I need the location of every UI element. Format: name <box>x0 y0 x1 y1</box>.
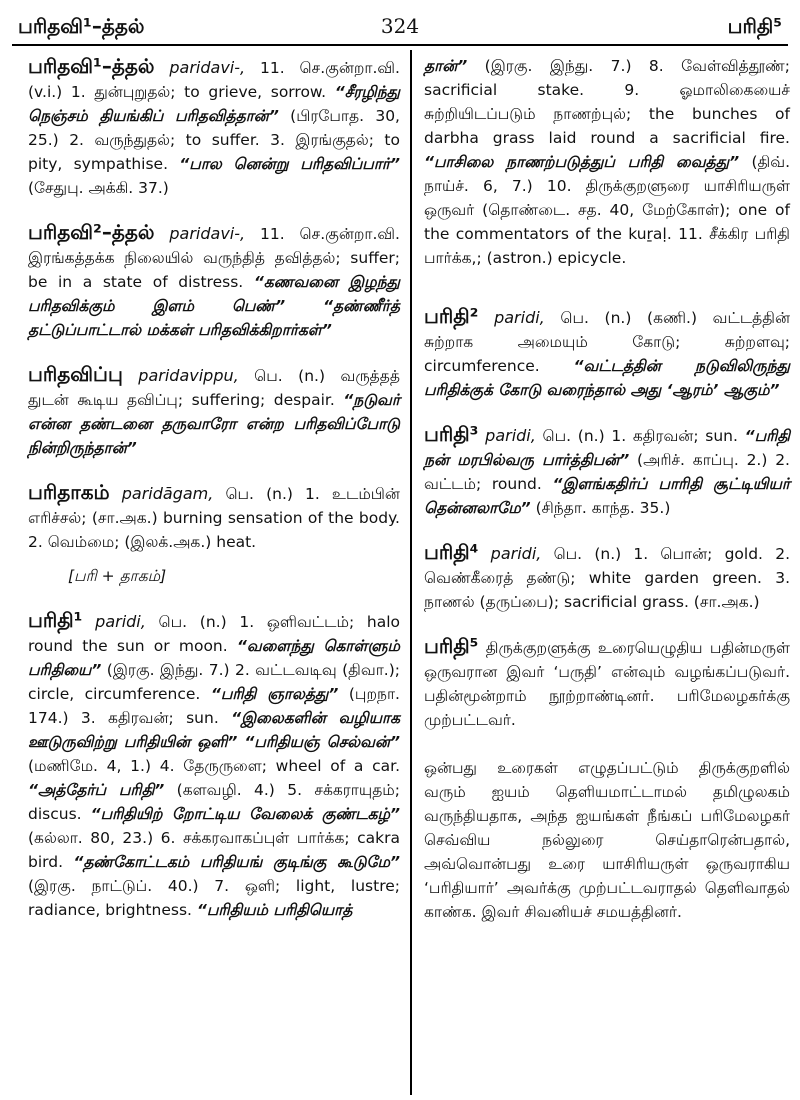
transliteration: paridi, <box>95 612 146 631</box>
example-quote: “அத்தேர்ப் பரிதி” <box>28 781 165 799</box>
transliteration: paridi, <box>490 544 542 563</box>
definition: 2. வருந்துதல்; to suffer. 3. இரங்குதல்; to pity, sympathise. <box>28 131 400 173</box>
example-quote: “பாசிலை நாணற்படுத்துப் பரிதி வைத்து” <box>424 153 740 171</box>
example-quote: “பரிதி ஞாலத்து” <box>210 685 339 703</box>
headword: பரிதி¹ <box>28 608 83 632</box>
definition: (மணிமே. 4, 1.) 4. தேருருளை; wheel of a car. <box>28 757 400 775</box>
definition: 1. உடம்பின் எரிச்சல்; (சா.அக.) burning sensation of the body. 2. வெம்மை; (இலக்.அக.) heat. <box>28 485 400 551</box>
headword: பரிதி⁴ <box>424 540 479 564</box>
transliteration: paridi, <box>494 308 545 327</box>
transliteration: paridavi-, <box>169 224 246 243</box>
citation: (சிந்தா. காந்த. 35.) <box>535 499 671 517</box>
transliteration: paridavippu, <box>138 366 239 385</box>
definition: (இரகு. நாட்டுப். 40.) 7. ஒளி; light, lustre; radiance, brightness. <box>28 877 400 919</box>
grammar-label: பெ. (n.) <box>225 485 293 503</box>
headword: பரிதி⁵ <box>424 634 479 658</box>
definition: 1. ஒளிவட்டம்; halo round the sun or moon. <box>28 613 400 655</box>
example-quote: “பரிதியம் பரிதியொத் <box>196 901 353 919</box>
definition: 1. துன்புறுதல்; to grieve, sorrow. <box>70 83 327 101</box>
example-quote: தான்” <box>424 57 468 75</box>
definition: (களவழி. 4.) 5. சக்கராயுதம்; discus. <box>28 781 400 823</box>
headword: பரிதி³ <box>424 422 479 446</box>
dictionary-entry <box>424 634 790 732</box>
transliteration: paridavi-, <box>169 58 246 77</box>
header-guide-word-left: பரிதவி¹–த்தல் <box>18 14 145 38</box>
headword: பரிதவி²–த்தல் <box>28 220 155 244</box>
headword: பரிதவி¹–த்தல் <box>28 54 155 78</box>
definition: 1. கதிரவன்; sun. <box>611 427 738 445</box>
citation: (பிரபோத. 30, 25.) <box>28 107 400 149</box>
running-header <box>0 8 800 42</box>
definition: திருக்குறளுக்கு உரையெழுதிய பதின்மருள் ஒருவரான இவர் ‘பருதி’ என்வும் வழங்கப்படுவர். பதின்மூன்றாம் நூற்றாண்டினர். பரிமேலழகர்க்கு முற்பட்டவர். <box>424 639 790 729</box>
etymology: [பரி + தாகம்] <box>68 567 167 585</box>
definition: (அரிச். காப்பு. 2.) 2. வட்டம்; round. <box>424 451 790 493</box>
definition: (கல்லா. 80, 23.) 6. சக்கரவாகப்புள் பார்க்க; cakra bird. <box>28 829 400 871</box>
headword: பரிதவிப்பு <box>28 362 123 386</box>
grammar-label: பெ. (n.) <box>254 367 326 385</box>
headword: பரிதாகம் <box>28 480 110 504</box>
grammar-label: பெ. (n.) <box>542 427 605 445</box>
example-quote: “வட்டத்தின் நடுவிலிருந்து பரிதிக்குக் கோடு வரைந்தால் அது ‘ஆரம்’ ஆகும்” <box>424 357 790 399</box>
header-rule <box>12 44 788 46</box>
definition: 1. பொன்; gold. 2. வெண்கீரைத் தண்டு; white garden green. 3. நாணல் (தருப்பை); sacrificial grass. (சா.அக.) <box>424 545 790 611</box>
example-quote: “கணவனை இழந்து பரிதவிக்கும் இளம் பெண்” “தண்ணீர்த் தட்டுப்பாட்டால் மக்கள் பரிதவிக்கிறார்கள்” <box>28 273 400 339</box>
example-quote: “வளைந்து கொள்ளும் பரிதியை” <box>28 637 400 679</box>
example-quote: “பால னென்று பரிதவிப்பார்” <box>179 155 400 173</box>
example-quote: “பரிதியிற் றோட்டிய வேலைக் குண்டகழ்” <box>90 805 400 823</box>
definition: (புறநா. 174.) 3. கதிரவன்; sun. <box>28 685 400 727</box>
example-quote: “தண்கோட்டகம் பரிதியங் குடிங்கு கூடுமே” <box>73 853 400 871</box>
definition: இரங்கத்தக்க நிலையில் வருந்தித் தவித்தல்; suffer; be in a state of distress. <box>28 249 400 291</box>
page-number: 324 <box>380 14 420 38</box>
dictionary-entry <box>28 480 400 588</box>
dictionary-entry <box>28 362 400 460</box>
example-quote: “சீரழிந்து நெஞ்சம் தியங்கிப் பரிதவித்தான்” <box>28 83 400 125</box>
definition: (திவ். நாய்ச். 6, 7.) 10. திருக்குறளுரை யாசிரியருள் ஒருவர் (தொண்டை. சத. 40, மேற்கோள்); one of the commentators of the kuṟaḷ. 11. சீக்கிர பரிதி பார்க்க,; (astron.) epicycle. <box>424 153 790 267</box>
definition: (இரகு. இந்து. 7.) 2. வட்டவடிவு (திவா.); circle, circumference. <box>28 661 400 703</box>
definition: வருத்தத் துடன் கூடிய தவிப்பு; suffering; despair. <box>28 367 400 409</box>
definition: (இரகு. இந்து. 7.) 8. வேள்வித்தூண்; sacrificial stake. 9. ஓமாலிகையைச் சுற்றியிடப்படும் நாணற்புல்; the bunches of darbha grass laid round a sacrificial fire. <box>424 57 790 147</box>
grammar-label: 11. செ.குன்றா.வி. <box>260 225 400 243</box>
editorial-note: ஒன்பது உரைகள் எழுதப்பட்டும் திருக்குறளில் வரும் ஐயம் தெளியமாட்டாமல் தமிழுலகம் வருந்தியதாக, அந்த ஐயங்கள் நீங்கப் பரிமேலழகர் செவ்விய நல்லுரை செய்தாரென்பதால், அவ்வொன்பது உரை யாசிரியருள் ஒருவராகிய ‘பரிதியார்’ அவர்க்கு முற்பட்டவராதல் தெளிவாதல் காண்க. இவர் சிவனியச் சமயத்தினர். <box>424 759 790 921</box>
definition: வட்டத்தின் சுற்றாக அமையும் கோடு; சுற்றளவு; circumference. <box>424 309 790 375</box>
dictionary-entry <box>424 422 790 520</box>
left-column <box>28 54 400 942</box>
entry-continuation <box>424 54 790 270</box>
dictionary-entry <box>424 304 790 402</box>
transliteration: paridāgam, <box>121 484 214 503</box>
example-quote: “இலைகளின் வழியாக ஊடுருவிற்று பரிதியின் ஒளி” “பரிதியஞ் செல்வன்” <box>28 709 400 751</box>
column-divider <box>410 50 412 1095</box>
grammar-label: பெ. (n.) (கணி.) <box>560 309 698 327</box>
dictionary-entry <box>28 220 400 342</box>
example-quote: “பரிதி நன் மரபில்வரு பார்த்திபன்” <box>424 427 790 469</box>
grammar-label: 11. செ.குன்றா.வி. (v.i.) <box>28 59 400 101</box>
dictionary-entry <box>28 608 400 922</box>
example-quote: “நடுவர் என்ன தண்டனை தருவாரோ என்ற பரிதவிப்போடு நின்றிருந்தான்” <box>28 391 400 457</box>
grammar-label: பெ. (n.) <box>553 545 622 563</box>
dictionary-entry <box>424 540 790 614</box>
header-guide-word-right: பரிதி⁵ <box>727 14 782 38</box>
dictionary-entry <box>28 54 400 200</box>
right-column <box>424 54 790 924</box>
headword: பரிதி² <box>424 304 479 328</box>
transliteration: paridi, <box>485 426 536 445</box>
grammar-label: பெ. (n.) <box>158 613 227 631</box>
citation: (சேதுபு. அக்கி. 37.) <box>28 179 169 197</box>
example-quote: “இளங்கதிர்ப் பாரிதி சூட்டியியர் தென்னலாமே” <box>424 475 790 517</box>
